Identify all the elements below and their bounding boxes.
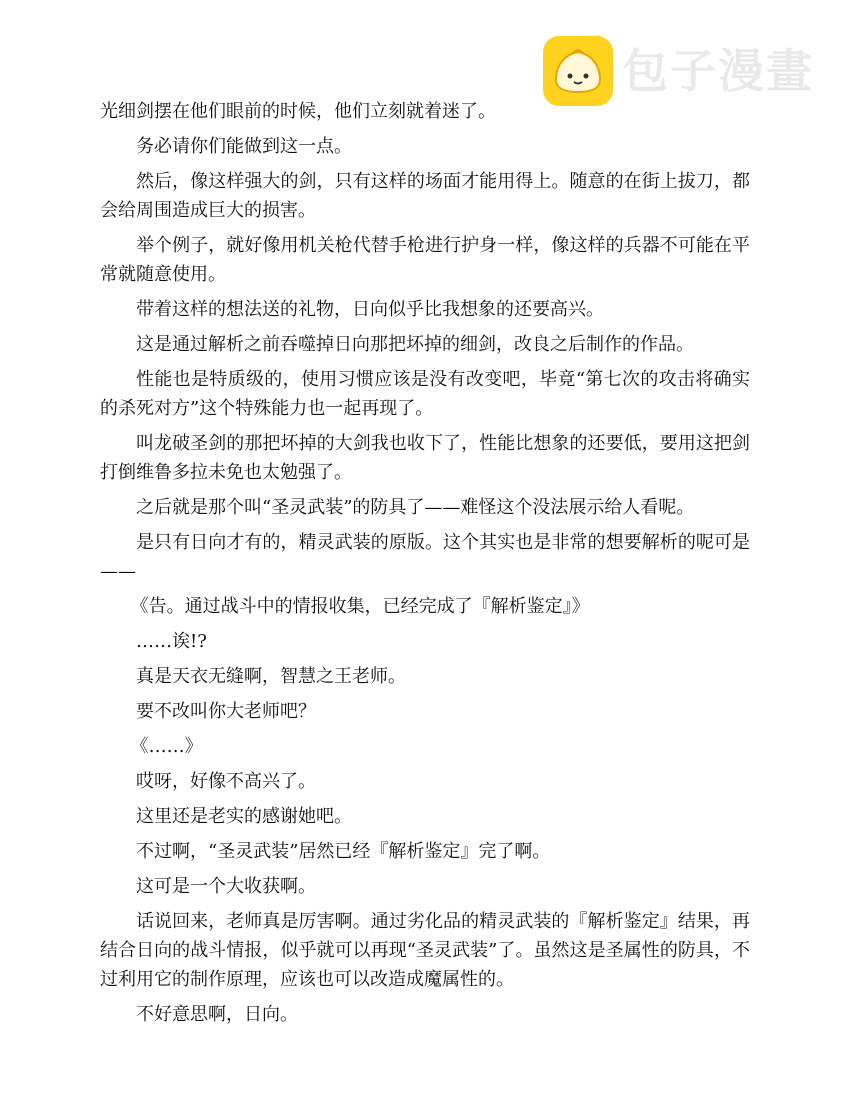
paragraph: 叫龙破圣剑的那把坏掉的大剑我也收下了，性能比想象的还要低，要用这把剑打倒维鲁多拉未免也太勉强了。	[100, 433, 750, 483]
paragraph: 这可是一个大收获啊。	[136, 876, 316, 897]
paragraph: 这是通过解析之前吞噬掉日向那把坏掉的细剑，改良之后制作的作品。	[136, 334, 694, 355]
paragraph: ……诶!?	[136, 631, 207, 652]
paragraph: 光细剑摆在他们眼前的时候，他们立刻就着迷了。	[100, 101, 496, 122]
paragraph: 带着这样的想法送的礼物，日向似乎比我想象的还要高兴。	[136, 299, 604, 320]
paragraph: 不好意思啊，日向。	[136, 1004, 298, 1025]
paragraph: 是只有日向才有的，精灵武装的原版。这个其实也是非常的想要解析的呢可是——	[100, 532, 750, 582]
watermark-logo	[543, 36, 814, 106]
paragraph: 然后，像这样强大的剑，只有这样的场面才能用得上。随意的在街上拔刀，都会给周围造成巨大的损害。	[100, 171, 750, 221]
paragraph: 之后就是那个叫“圣灵武装”的防具了——难怪这个没法展示给人看呢。	[136, 497, 695, 518]
paragraph: 要不改叫你大老师吧？	[136, 701, 316, 722]
paragraph: 真是天衣无缝啊，智慧之王老师。	[136, 666, 406, 687]
paragraph: 哎呀，好像不高兴了。	[136, 771, 316, 792]
paragraph: 话说回来，老师真是厉害啊。通过劣化品的精灵武装的『解析鉴定』结果，再结合日向的战斗情报，似乎就可以再现“圣灵武装”了。虽然这是圣属性的防具，不过利用它的制作原理，应该也可以改造成魔属性的。	[100, 911, 750, 990]
quote-paragraph: 《……》	[130, 736, 203, 757]
text-body	[100, 97, 750, 1035]
paragraph: 务必请你们能做到这一点。	[136, 136, 352, 157]
bun-icon	[543, 36, 613, 106]
quote-paragraph: 《告。通过战斗中的情报收集，已经完成了『解析鉴定』》	[130, 596, 590, 617]
paragraph: 举个例子，就好像用机关枪代替手枪进行护身一样，像这样的兵器不可能在平常就随意使用。	[100, 235, 750, 285]
paragraph: 性能也是特质级的，使用习惯应该是没有改变吧，毕竟“第七次的攻击将确实的杀死对方”这个特殊能力也一起再现了。	[100, 369, 750, 419]
paragraph: 这里还是老实的感谢她吧。	[136, 806, 352, 827]
paragraph: 不过啊，“圣灵武装”居然已经『解析鉴定』完了啊。	[136, 841, 551, 862]
watermark-brand-text: 包子漫畫	[622, 44, 814, 98]
